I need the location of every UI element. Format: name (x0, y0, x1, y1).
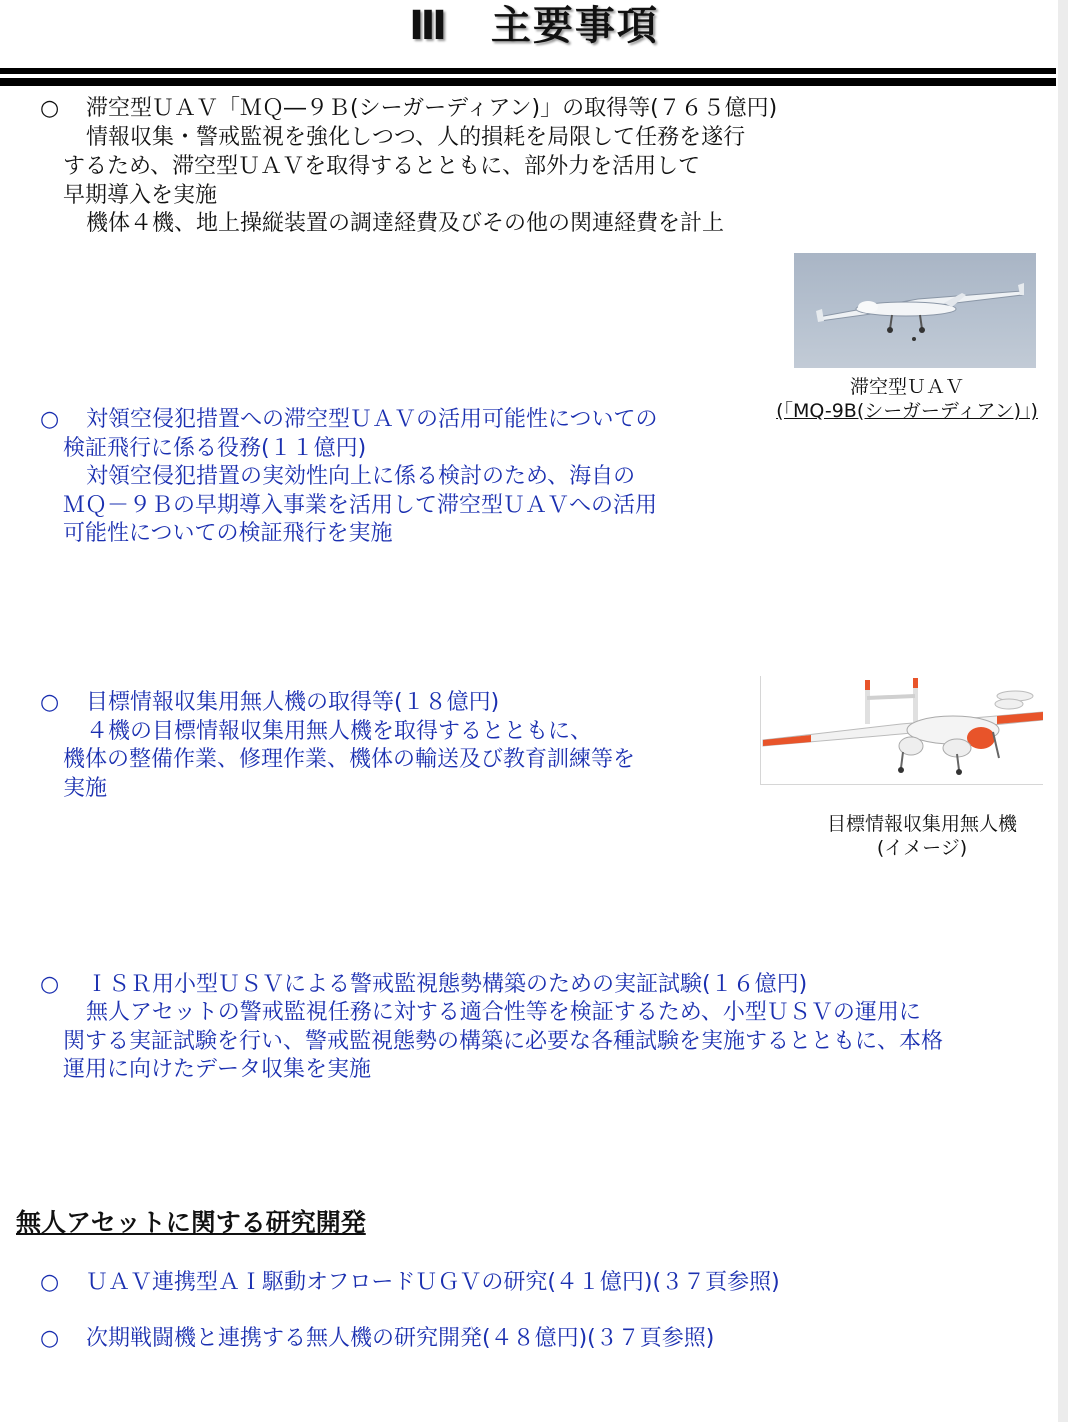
bullet: ○ (40, 1270, 60, 1295)
research-item: ○ 次期戦闘機と連携する無人機の研究開発(４８億円)(３７頁参照) (40, 1326, 715, 1351)
figure-1-caption-subtitle: (「MQ-9B(シーガーディアン)」) (776, 400, 1038, 422)
item-1-heading: ○ 滞空型ＵＡＶ「ＭＱ―９Ｂ(シーガーディアン)」の取得等(７６５億円) (40, 96, 778, 121)
research-section-heading: 無人アセットに関する研究開発 (16, 1208, 366, 1237)
item-2-line: 検証飛行に係る役務(１１億円) (63, 436, 367, 461)
bullet: ○ (40, 1326, 60, 1351)
item-4-line: 運用に向けたデータ収集を実施 (63, 1057, 372, 1082)
item-3-line: 機体の整備作業、修理作業、機体の輸送及び教育訓練等を (63, 747, 636, 772)
figure-2-caption-subtitle: (イメージ) (876, 837, 968, 859)
research-item: ○ ＵＡＶ連携型ＡＩ駆動オフロードＵＧＶの研究(４１億円)(３７頁参照) (40, 1270, 780, 1295)
title-rule-thick (0, 68, 1056, 74)
item-1-line: 情報収集・警戒監視を強化しつつ、人的損耗を局限して任務を遂行 (86, 125, 746, 150)
item-4-line: 無人アセットの警戒監視任務に対する適合性等を検証するため、小型ＵＳＶの運用に (86, 1000, 921, 1025)
item-3-heading: ○ 目標情報収集用無人機の取得等(１８億円) (40, 690, 500, 715)
target-drone-photo (760, 676, 1043, 785)
item-4-line: 関する実証試験を行い、警戒監視態勢の構築に必要な各種試験を実施するとともに、本格 (63, 1029, 944, 1054)
item-2-line: 可能性についての検証飛行を実施 (63, 521, 393, 546)
item-2-heading: ○ 対領空侵犯措置への滞空型ＵＡＶの活用可能性についての (40, 407, 658, 432)
bullet: ○ (40, 972, 60, 997)
item-3-line: 実施 (63, 776, 108, 801)
title-rule-thin (0, 78, 1056, 86)
figure-2-caption-title: 目標情報収集用無人機 (826, 813, 1017, 835)
target-drone-icon (761, 676, 1043, 784)
page-title: Ⅲ 主要事項 (409, 3, 659, 49)
item-2-line: ＭＱ－９Ｂの早期導入事業を活用して滞空型ＵＡＶへの活用 (63, 493, 658, 518)
mq9b-drone-icon (794, 253, 1036, 368)
bullet: ○ (40, 407, 60, 432)
figure-1-caption-title: 滞空型ＵＡＶ (849, 376, 964, 398)
item-1-line: 早期導入を実施 (63, 183, 218, 208)
item-3-line: ４機の目標情報収集用無人機を取得するとともに、 (86, 719, 593, 744)
item-4-heading: ○ ＩＳＲ用小型ＵＳＶによる警戒監視態勢構築のための実証試験(１６億円) (40, 972, 808, 997)
page-edge-shade (1058, 0, 1068, 1422)
item-1-line: 機体４機、地上操縦装置の調達経費及びその他の関連経費を計上 (86, 211, 725, 236)
item-1-line: するため、滞空型ＵＡＶを取得するとともに、部外力を活用して (63, 154, 701, 179)
bullet: ○ (40, 690, 60, 715)
mq9b-photo (794, 253, 1036, 368)
bullet: ○ (40, 96, 60, 121)
item-2-line: 対領空侵犯措置の実効性向上に係る検討のため、海自の (86, 464, 636, 489)
